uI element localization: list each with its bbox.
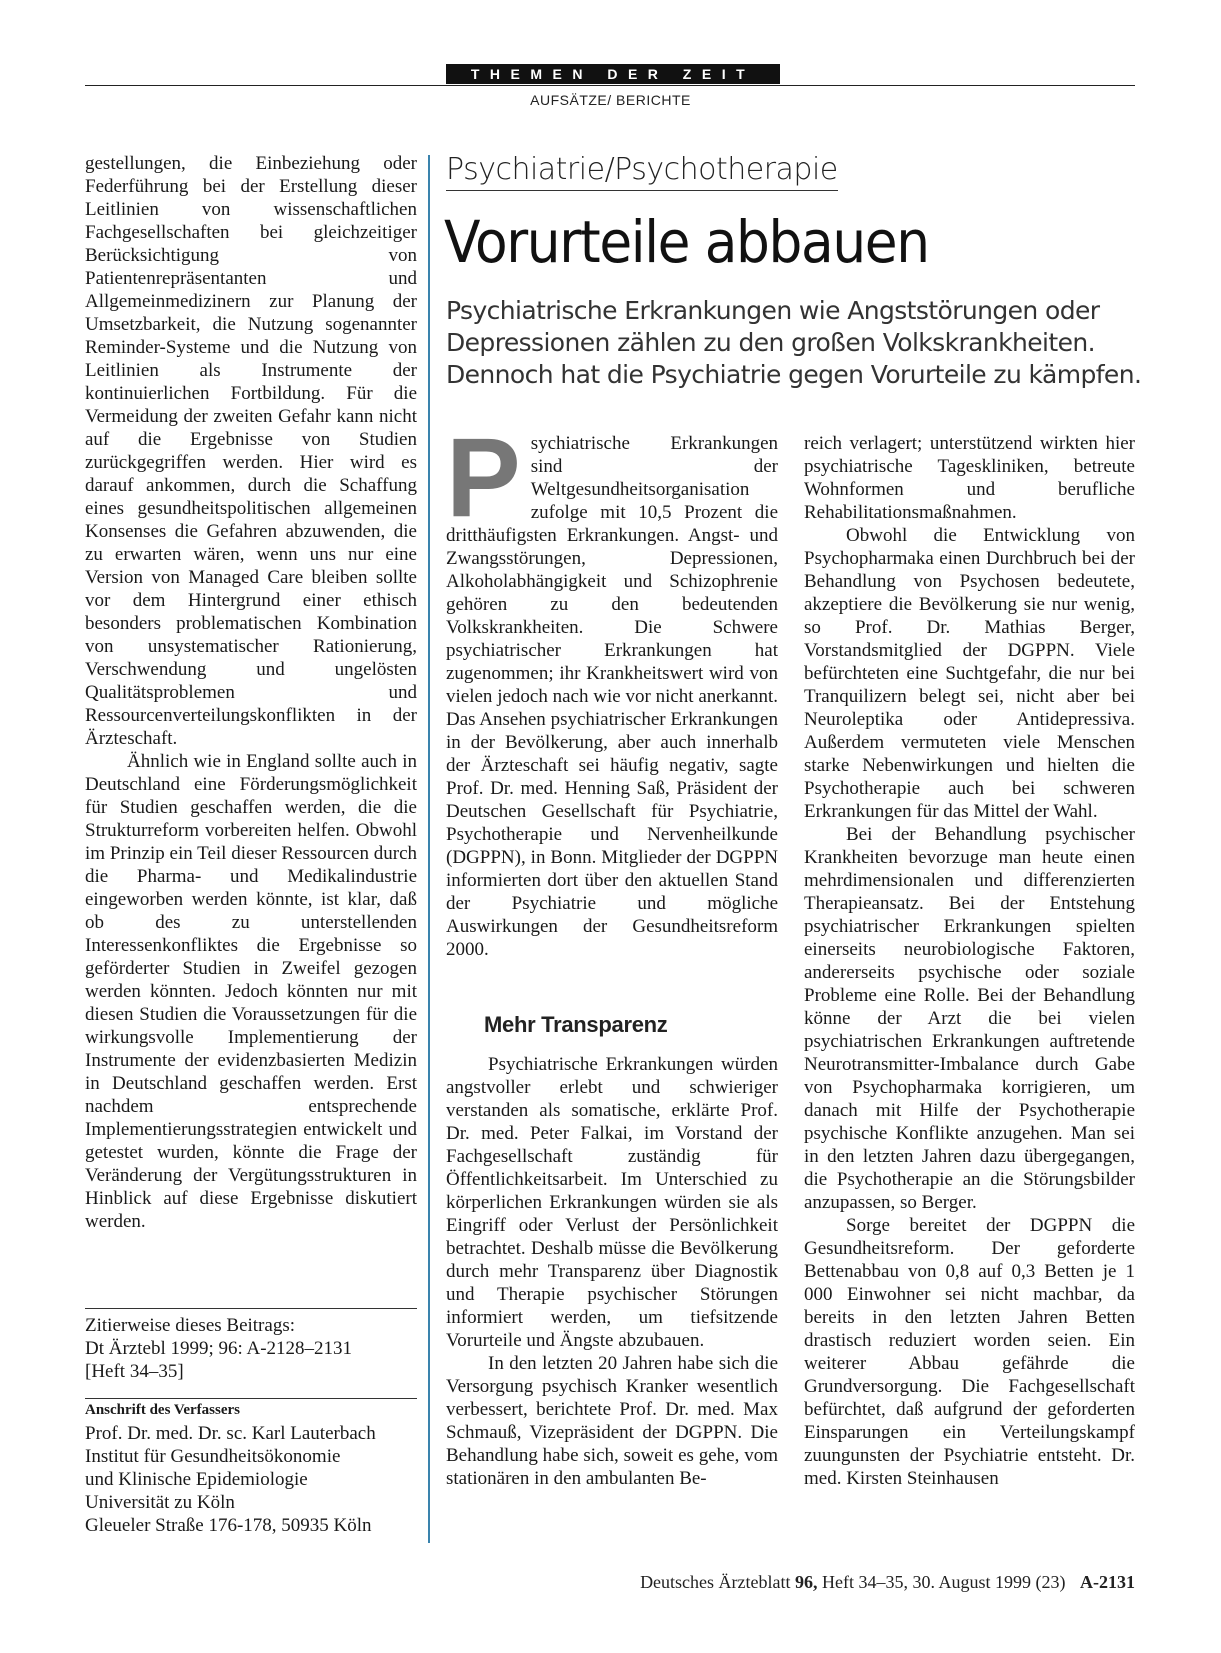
address-line: Universität zu Köln (85, 1492, 235, 1513)
journal-issue: Heft 34–35, 30. August 1999 (23) (822, 1572, 1066, 1592)
citation-line: Dt Ärztebl 1999; 96: A-2128–2131 (85, 1338, 353, 1359)
address-line: Prof. Dr. med. Dr. sc. Karl Lauterbach (85, 1423, 376, 1444)
address-line: Institut für Gesundheitsökonomie (85, 1446, 341, 1467)
article-kicker: Psychiatrie/Psychotherapie (446, 152, 838, 191)
citation-block (85, 1314, 417, 1383)
page-number: A-2131 (1080, 1572, 1135, 1592)
subhead-spacer (446, 961, 778, 1053)
section-tag: THEMEN DER ZEIT (446, 64, 780, 84)
article-lede: Psychiatrische Erkrankungen wie Angststörungen oder Depressionen zählen zu den großen Volkskrankheiten. Dennoch hat die Psychiatrie gegen Vorurteile zu kämpfen. (446, 296, 1142, 389)
right-paragraph-1: reich verlagert; unterstützend wirkten hier psychiatrische Tageskliniken, betreute Wohnformen und berufliche Rehabilitationsmaßnahmen. (804, 433, 1135, 523)
address-line: Gleueler Straße 176-178, 50935 Köln (85, 1515, 372, 1536)
citation-rule (85, 1308, 417, 1309)
address-line: und Klinische Epidemiologie (85, 1469, 308, 1490)
column-divider (428, 155, 430, 1543)
address-rule (85, 1398, 417, 1399)
address-title: Anschrift des Verfassers (85, 1402, 240, 1418)
page-footer (0, 1572, 1135, 1593)
journal-volume: 96, (795, 1572, 818, 1592)
middle-paragraph-2: Psychiatrische Erkrankungen würden angstvoller erlebt und schwieriger verstanden als somatische, erklärte Prof. Dr. med. Peter Falkai, im Vorstand der Fachgesellschaft zuständig für Öffentlichkeitsarbeit. Im Unterschied zu körperlichen Erkrankungen würden sie als Eingriff oder Verlust der Persönlichkeit betrachtet. Deshalb müsse die Bevölkerung durch mehr Transparenz über Diagnostik und Therapie psychischer Störungen informiert werden, um tiefsitzende Vorurteile und Ängste abzubauen. (446, 1054, 778, 1351)
citation-line: [Heft 34–35] (85, 1361, 184, 1382)
left-column (85, 152, 417, 1233)
middle-paragraph-1 (446, 415, 778, 961)
drop-cap: P (446, 415, 521, 540)
journal-name: Deutsches Ärzteblatt (640, 1572, 791, 1592)
header-rule (85, 85, 1135, 86)
right-paragraph-4: Sorge bereitet der DGPPN die Gesundheitsreform. Der geforderte Bettenabbau von 0,8 auf 0,3 Betten je 1 000 Einwohner sei nicht machbar, da bereits in den letzten Jahren Betten drastisch reduziert worden seien. Ein weiterer Abbau gefährde die Grundversorgung. Die Fachgesellschaft befürchtet, daß aufgrund der geforderten Einsparungen ein Verteilungskampf zuungunsten der Psychiatrie entsteht. Dr. med. Kirsten Steinhausen (804, 1215, 1135, 1489)
citation-line: Zitierweise dieses Beitrags: (85, 1315, 295, 1336)
article-title: Vorurteile abbauen (444, 208, 929, 276)
subsection-label: AUFSÄTZE/ BERICHTE (530, 92, 691, 108)
right-paragraph-2: Obwohl die Entwicklung von Psychopharmaka einen Durchbruch bei der Behandlung von Psychosen bedeutete, akzeptiere die Bevölkerung sie nur wenig, so Prof. Dr. Mathias Berger, Vorstandsmitglied der DGPPN. Viele befürchteten eine Suchtgefahr, die nur bei Tranquilizern belegt sei, nicht aber bei Neuroleptika oder Antidepressiva. Außerdem vermuteten viele Menschen starke Nebenwirkungen und hielten die Psychotherapie auch bei schweren Erkrankungen für das Mittel der Wahl. (804, 525, 1135, 822)
right-paragraph-3: Bei der Behandlung psychischer Krankheiten bevorzuge man heute einen mehrdimensionalen und differenzierten Therapieansatz. Bei der Entstehung psychiatrischer Erkrankungen spielten einerseits neurobiologische Faktoren, andererseits psychische oder soziale Probleme eine Rolle. Bei der Behandlung könne der Arzt die bei vielen psychiatrischen Erkrankungen auftretende Neurotransmitter-Imbalance durch Gabe von Psychopharmaka korrigieren, um danach mit Hilfe der Psychotherapie psychische Konflikte anzugehen. Man sei in den letzten Jahren dazu übergegangen, die Psychotherapie an die Störungsbilder anzupassen, so Berger. (804, 824, 1135, 1213)
middle-column (446, 415, 778, 1490)
right-column (804, 432, 1135, 1490)
left-paragraph-1: gestellungen, die Einbeziehung oder Federführung bei der Erstellung dieser Leitlinien von wissenschaftlichen Fachgesellschaften bei gleichzeitiger Berücksichtigung von Patientenrepräsentanten und Allgemeinmedizinern zur Planung der Umsetzbarkeit, die Nutzung sogenannter Reminder-Systeme und die Nutzung von Leitlinien als Instrumente der kontinuierlichen Fortbildung. Für die Vermeidung der zweiten Gefahr kann nicht auf die Ergebnisse von Studien zurückgegriffen werden. Hier wird es darauf ankommen, durch die Schaffung eines gesundheitspolitischen allgemeinen Konsenses die Gefahren abzuwenden, die zu erwarten wären, wenn uns nur eine Version von Managed Care bleiben sollte vor dem Hintergrund einer ethisch besonders problematischen Kombination von unsystematischer Rationierung, Verschwendung und ungelösten Qualitätsproblemen und Ressourcenverteilungskonflikten in der Ärzteschaft. (85, 153, 417, 749)
address-block (85, 1422, 425, 1537)
middle-paragraph-3: In den letzten 20 Jahren habe sich die Versorgung psychisch Kranker wesentlich verbessert, berichtete Prof. Dr. med. Max Schmauß, Vizepräsident der DGPPN. Die Behandlung habe sich, soweit es gehe, vom stationären in den ambulanten Be- (446, 1353, 778, 1489)
section-subhead: Mehr Transparenz (484, 1012, 668, 1037)
middle-paragraph-1-text: sychiatrische Erkrankungen sind der Weltgesundheitsorganisation zufolge mit 10,5 Prozent die dritthäufigsten Erkrankungen. Angst- und Zwangsstörungen, Depressionen, Alkoholabhängigkeit und Schizophrenie gehören zu den bedeutenden Volkskrankheiten. Die Schwere psychiatrischer Erkrankungen hat zugenommen; ihr Krankheitswert wird von vielen jedoch nach wie vor nicht anerkannt. Das Ansehen psychiatrischer Erkrankungen in der Bevölkerung, aber auch innerhalb der Ärzteschaft sei häufig negativ, sagte Prof. Dr. med. Henning Saß, Präsident der Deutschen Gesellschaft für Psychiatrie, Psychotherapie und Nervenheilkunde (DGPPN), in Bonn. Mitglieder der DGPPN informierten dort über den aktuellen Stand der Psychiatrie und mögliche Auswirkungen der Gesundheitsreform 2000. (446, 433, 778, 960)
left-paragraph-2: Ähnlich wie in England sollte auch in Deutschland eine Förderungsmöglichkeit für Studien geschaffen werden, die die Strukturreform vorbereiten helfen. Obwohl im Prinzip ein Teil dieser Ressourcen durch die Pharma- und Medikalindustrie eingeworben werden könnte, ist klar, daß ob des zu unterstellenden Interessenkonfliktes die Ergebnisse so geförderter Studien in Zweifel gezogen werden könnten. Jedoch könnten nur mit diesen Studien die Voraussetzungen für die wirkungsvolle Implementierung der Instrumente der evidenzbasierten Medizin in Deutschland geschaffen werden. Erst nachdem entsprechende Implementierungsstrategien entwickelt und getestet wurden, könnte die Frage der Veränderung der Vergütungsstrukturen in Hinblick auf diese Ergebnisse diskutiert werden. (85, 751, 417, 1232)
